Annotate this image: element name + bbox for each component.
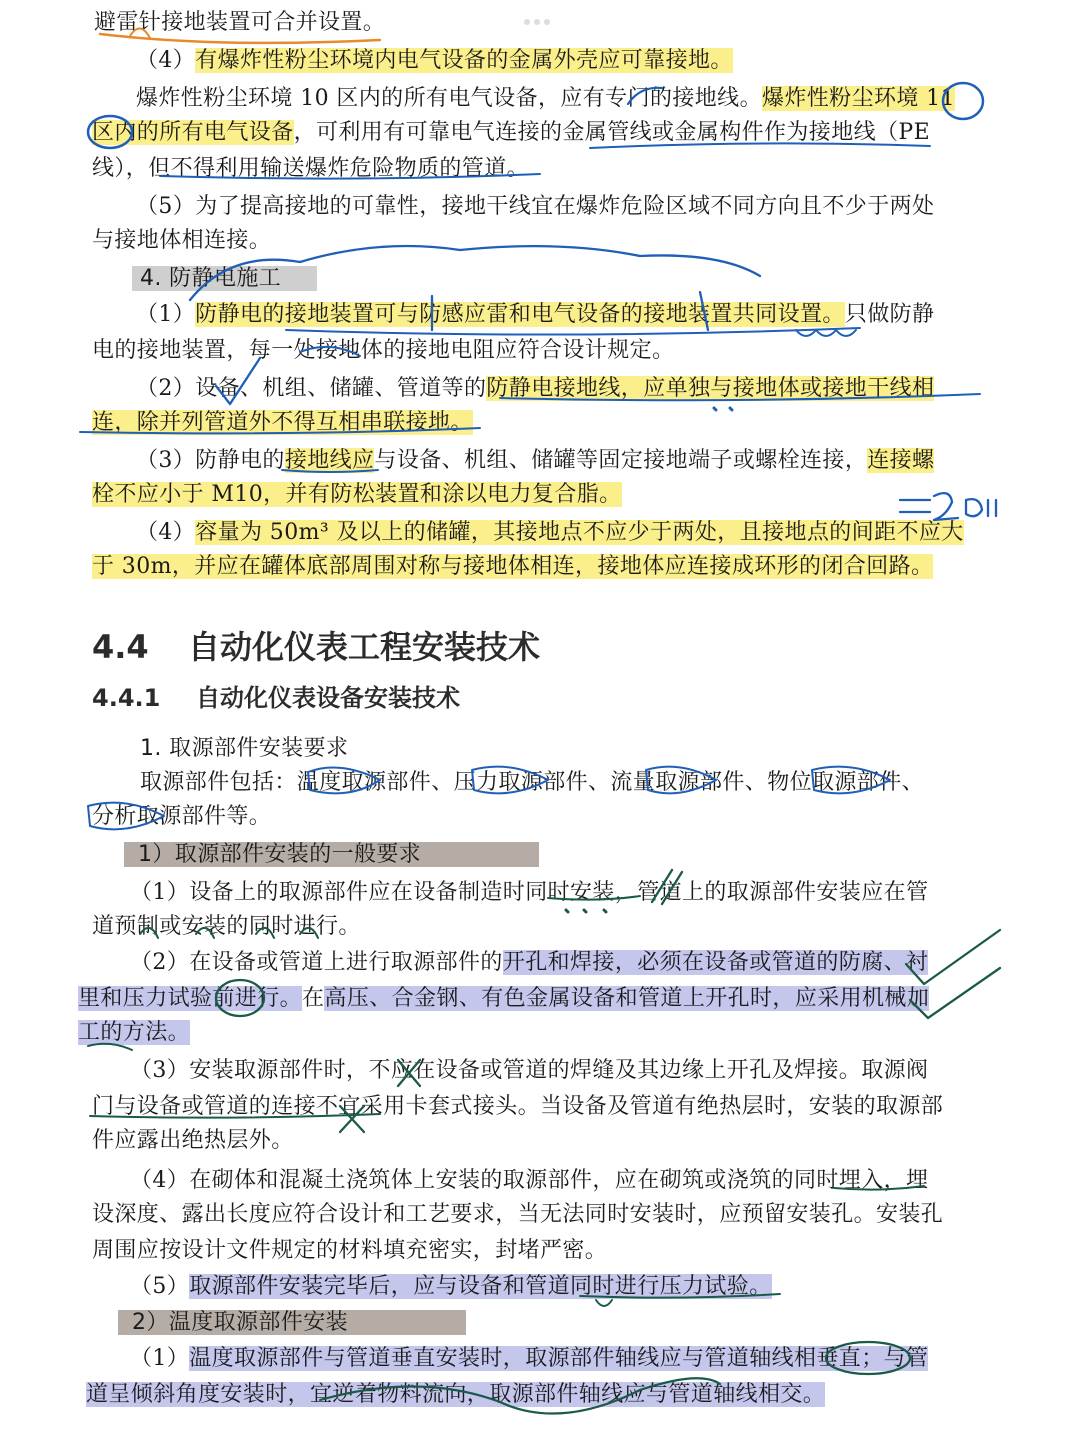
- purple-highlight: 里和压力试验前进行。: [78, 986, 303, 1011]
- text-line: 与接地体相连接。: [92, 228, 272, 253]
- yellow-highlight: 接地线应: [284, 448, 375, 473]
- text-line: 设深度、露出长度应符合设计和工艺要求，当无法同时安装时，应预留安装孔。安装孔: [92, 1202, 944, 1227]
- blue-dots: [714, 408, 732, 410]
- text-line: 爆炸性粉尘环境 10 区内的所有电气设备，应有专门的接地线。爆炸性粉尘环境 11: [136, 86, 955, 111]
- text-line: （5）为了提高接地的可靠性，接地干线宜在爆炸危险区域不同方向且不少于两处: [136, 194, 935, 219]
- text-line: （4）有爆炸性粉尘环境内电气设备的金属外壳应可靠接地。: [136, 48, 733, 73]
- text-line: [92, 550, 933, 584]
- purple-highlight: 高压、合金钢、有色金属设备和管道上开孔时，应采用机械加: [324, 986, 930, 1011]
- chapter-heading: 4.4 自动化仪表工程安装技术: [92, 628, 541, 666]
- text-line: [92, 406, 473, 440]
- scroll-indicator: [524, 10, 556, 16]
- text-line: 件应露出绝热层外。: [92, 1128, 294, 1153]
- yellow-highlight: 区内的所有电气设备: [92, 120, 294, 145]
- yellow-highlight: 于 30m，并应在罐体底部周围对称与接地体相连，接地体应连接成环形的闭合回路。: [92, 554, 934, 579]
- text-line: （5）取源部件安装完毕后，应与设备和管道同时进行压力试验。: [130, 1274, 772, 1299]
- purple-highlight: 工的方法。: [78, 1020, 191, 1045]
- section-heading: 4.4.1 自动化仪表设备安装技术: [92, 684, 460, 712]
- text-line: （3）防静电的接地线应与设备、机组、储罐等固定接地端子或螺栓连接，连接螺: [136, 448, 935, 473]
- yellow-highlight: 爆炸性粉尘环境 11: [761, 86, 955, 111]
- text-line: [78, 1016, 190, 1050]
- text-line: （2）在设备或管道上进行取源部件的开孔和焊接，必须在设备或管道的防腐、衬: [130, 950, 929, 975]
- green-dots: [566, 910, 606, 912]
- yellow-highlight: 防静电的接地装置可与防感应雷和电气设备的接地装置共同设置。: [195, 302, 845, 327]
- yellow-highlight: 连接螺: [867, 448, 935, 473]
- text-line: 道预制或安装的同时进行。: [92, 914, 361, 939]
- purple-highlight: 温度取源部件与管道垂直安装时，取源部件轴线应与管道轴线相垂直；与管: [189, 1346, 929, 1371]
- text-line: （4）在砌体和混凝土浇筑体上安装的取源部件，应在砌筑或浇筑的同时埋入，埋: [130, 1168, 929, 1193]
- text-line: 线），但不得利用输送爆炸危险物质的管道。: [92, 156, 530, 181]
- text-line: （1）防静电的接地装置可与防感应雷和电气设备的接地装置共同设置。只做防静: [136, 302, 935, 327]
- purple-highlight: 道呈倾斜角度安装时，宜逆着物料流向，取源部件轴线应与管道轴线相交。: [86, 1382, 826, 1407]
- text-line: （1）温度取源部件与管道垂直安装时，取源部件轴线应与管道轴线相垂直；与管: [130, 1346, 929, 1371]
- yellow-highlight: 有爆炸性粉尘环境内电气设备的金属外壳应可靠接地。: [195, 48, 733, 73]
- subsection-heading: 1）取源部件安装的一般要求: [124, 838, 539, 872]
- text-line: 电的接地装置，每一处接地体的接地电阻应符合设计规定。: [92, 338, 675, 363]
- section-heading: 4. 防静电施工: [132, 262, 317, 296]
- text-line: [92, 478, 622, 512]
- text-line: 区内的所有电气设备，可利用有可靠电气连接的金属管线或金属构件作为接地线（PE: [92, 120, 931, 145]
- text-line: 周围应按设计文件规定的材料填充密实，封堵严密。: [92, 1238, 608, 1263]
- text-line: 避雷针接地装置可合并设置。: [94, 10, 386, 35]
- yellow-highlight: 连，除并列管道外不得互相串联接地。: [92, 410, 473, 435]
- subsection-heading: 1. 取源部件安装要求: [140, 736, 349, 761]
- yellow-highlight: 防静电接地线，应单独与接地体或接地干线相: [486, 376, 935, 401]
- subsection-heading: 2）温度取源部件安装: [118, 1306, 466, 1340]
- text-line: 分析取源部件等。: [92, 804, 272, 829]
- text-line: （2）设备、机组、储罐、管道等的防静电接地线，应单独与接地体或接地干线相: [136, 376, 935, 401]
- text-line: （3）安装取源部件时，不应在设备或管道的焊缝及其边缘上开孔及焊接。取源阀: [130, 1058, 929, 1083]
- yellow-highlight: 容量为 50m³ 及以上的储罐，其接地点不应少于两处，且接地点的间距不应大: [195, 520, 964, 545]
- purple-highlight: 开孔和焊接，必须在设备或管道的防腐、衬: [502, 950, 929, 975]
- yellow-highlight: 栓不应小于 M10，并有防松装置和涂以电力复合脂。: [92, 482, 622, 507]
- text-line: 取源部件包括：温度取源部件、压力取源部件、流量取源部件、物位取源部件、: [140, 770, 925, 795]
- text-line: 门与设备或管道的连接不宜采用卡套式接头。当设备及管道有绝热层时，安装的取源部: [92, 1094, 944, 1119]
- purple-highlight: 取源部件安装完毕后，应与设备和管道同时进行压力试验。: [189, 1274, 772, 1299]
- text-line: （4）容量为 50m³ 及以上的储罐，其接地点不应少于两处，且接地点的间距不应大: [136, 520, 964, 545]
- text-line: 里和压力试验前进行。在高压、合金钢、有色金属设备和管道上开孔时，应采用机械加: [78, 986, 930, 1011]
- text-line: [86, 1378, 825, 1412]
- text-line: （1）设备上的取源部件应在设备制造时同时安装，管道上的取源部件安装应在管: [130, 880, 929, 905]
